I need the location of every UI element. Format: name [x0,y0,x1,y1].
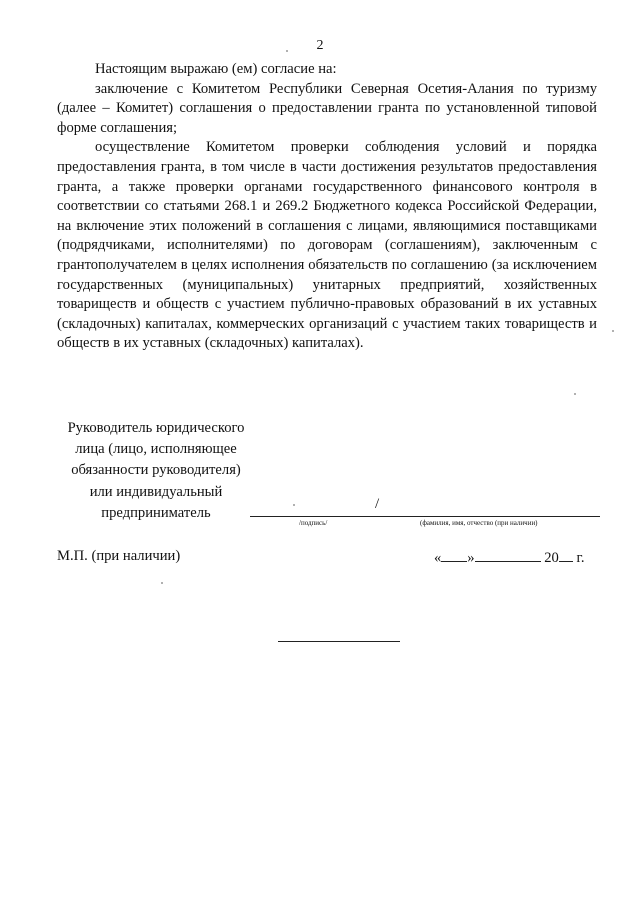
signatory-title-line: предприниматель [101,504,211,521]
end-rule [278,641,400,642]
signatory-title [52,418,260,524]
month-blank [475,548,541,562]
scan-speck [612,330,614,332]
full-name-caption: (фамилия, имя, отчество (при наличии) [420,519,538,527]
year-blank [559,548,573,562]
signature-separator: / [375,496,380,512]
date-open-quote: « [434,550,442,566]
date-field [434,548,585,567]
date-close-quote: » [467,550,475,566]
signatory-title-line: Руководитель юридического [67,420,245,436]
consent-item-inspection: осуществление Комитетом проверки соблюдения условий и порядка предоставления гранта, в том числе в части достижения результатов предоставления гранта, а также проверки органами государственного финансового контроля в соответствии со статьями 268.1 и 269.2 Бюджетного кодекса Российской Федерации, на включение этих положений в соглашения с лицами, являющимися поставщиками (подрядчиками, исполнителями) по договорам (соглашениям), заключенным с грантополучателем в целях исполнения обязательств по соглашению (за исключением государственных (муниципальных) унитарных предприятий, хозяйственных товариществ и обществ с участием публично-правовых образований в их уставных (складочных) капиталах, коммерческих организаций с участием таких товариществ и обществ в их уставных (складочных) капиталах). [57,139,597,352]
consent-intro: Настоящим выражаю (ем) согласие на: [95,61,337,77]
scan-speck [286,50,288,52]
stamp-label: М.П. (при наличии) [57,548,181,564]
consent-item-agreement: заключение с Комитетом Республики Северная Осетия-Алания по туризму (далее – Комитет) соглашения о предоставлении гранта по установленной типовой форме соглашения; [57,80,597,136]
signatory-title-line: обязанности руководителя) [71,462,241,479]
signature-line [250,516,600,517]
consent-text [57,60,597,354]
page-number: 2 [316,38,324,53]
day-blank [441,548,467,562]
year-prefix: 20 [544,550,559,566]
year-suffix: г. [576,550,585,566]
scan-speck [161,582,163,584]
signatory-title-line: лица (лицо, исполняющее [75,441,237,458]
scan-speck [293,504,295,506]
scan-speck [574,393,576,395]
signatory-title-line: или индивидуальный [89,483,223,500]
signature-caption: /подпись/ [299,519,328,527]
